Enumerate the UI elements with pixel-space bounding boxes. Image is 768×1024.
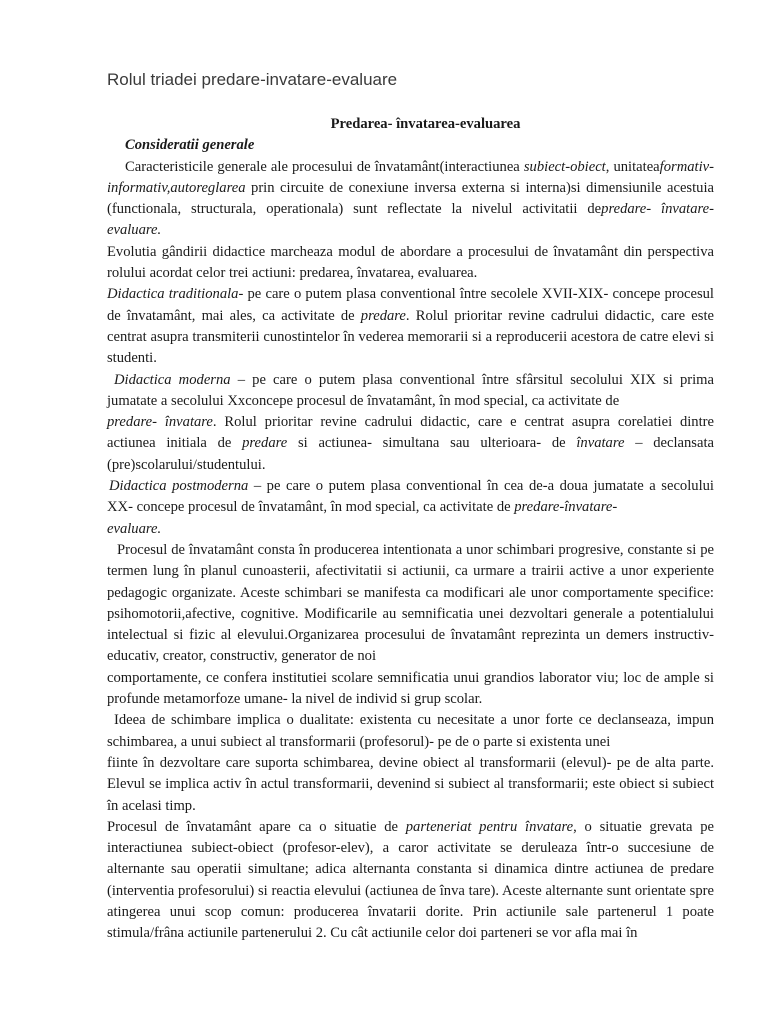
section-subheading: Consideratii generale bbox=[125, 137, 255, 154]
paragraph-evolution: Evolutia gândirii didactice marcheaza modul de abordare a procesului de învatamânt din perspectiva rolului acordat celor trei actiuni: predarea, învatarea, evaluarea. bbox=[107, 243, 714, 282]
paragraph-modern: Didactica moderna – pe care o putem plasa conventional între sfârsitul secolului XIX si prima jumatate a secolului Xxconcepe procesul de învatamânt, în mod special, ca activitate de predare- învatare. Rolul prioritar revine cadrului didactic, care e centrat asupra corelatiei dintre actiunea initiala de predare si actiunea- simultana sau ulterioara- de învatare – declansata (pre)scolarului/studentului. bbox=[107, 371, 714, 473]
paragraph-change-continued: fiinte în dezvoltare care suporta schimbarea, devine obiect al transformarii (elevul)- pe de alta parte. Elevul se implica activ în actul transformarii, devenind si subiect al transformarii; este obiect si subiect în acelasi timp. bbox=[107, 754, 714, 814]
paragraph-process-continued: comportamente, ce confera institutiei scolare semnificatia unui grandios laborator viu; loc de ample si profunde metamorfoze umane- la nivel de individ si grup scolar. bbox=[107, 669, 714, 708]
paragraph-traditional: Didactica traditionala- pe care o putem plasa conventional între secolele XVII-XIX- concepe procesul de învatamânt, mai ales, ca activitate de predare. Rolul prioritar revine cadrului didactic, care este centrat asupra transmiterii cunostintelor în vederea memorarii si a reproducerii acestora de catre elevi si studenti. bbox=[107, 286, 714, 367]
paragraph-characteristics: Caracteristicile generale ale procesului de învatamânt(interactiunea subiect-obiect, unitateaformativ-informativ,autoreglarea prin circuite de conexiune inversa externa si interna)si dimensiunile acestuia (functionala, structurala, operationala) sunt reflectate la nivelul activitatii depredare- învatare- evaluare. bbox=[107, 158, 714, 239]
paragraph-change: Ideea de schimbare implica o dualitate: existenta cu necesitate a unor forte ce declanseaza, impun schimbarea, a unui subiect al transformarii (profesorul)- pe de o parte si existenta unei bbox=[107, 712, 714, 750]
document-title: Rolul triadei predare-invatare-evaluare bbox=[107, 70, 398, 89]
paragraph-process: Procesul de învatamânt consta în producerea intentionata a unor schimbari progresive, constante si pe termen lung în planul cunoasterii, afectivitatii si actiunii, ca urmare a trairii active a unor experiente pedagogic organizate. Aceste schimbari se manifesta ca modificari ale unor comportamente specifice: psihomotorii,afective, cognitive. Modificarile au semnificatia unei dezvoltari generale a potentialului intelectual si fizic al elevului.Organizarea procesului de învatamânt reprezinta un demers instructiv- educativ, creator, constructiv, generator de noi bbox=[107, 541, 714, 665]
paragraph-partnership: Procesul de învatamânt apare ca o situatie de parteneriat pentru învatare, o situatie grevata pe interactiunea subiect-obiect (profesor-elev), a caror activitate se deruleaza într-o succesiune de alternante sau operatii simultane; adica alternanta constanta si dinamica dintre actiunea de predare (interventia profesorului) si reactia elevului (actiunea de înva tare). Aceste alternante sunt orientate spre atingerea unui scop comun: producerea învatarii dorite. Prin actiunile sale partenerul 1 poate stimula/frâna actiunile partenerului 2. Cu cât actiunile celor doi parteneri se vor afla mai în bbox=[107, 818, 715, 942]
paragraph-postmodern: Didactica postmoderna – pe care o putem plasa conventional în cea de-a doua jumatate a secolului XX- concepe procesul de învatamânt, în mod special, ca activitate de predare-învatare- evaluare. bbox=[107, 478, 714, 537]
section-heading: Predarea- învatarea-evaluarea bbox=[330, 116, 521, 132]
document-body bbox=[107, 114, 714, 945]
